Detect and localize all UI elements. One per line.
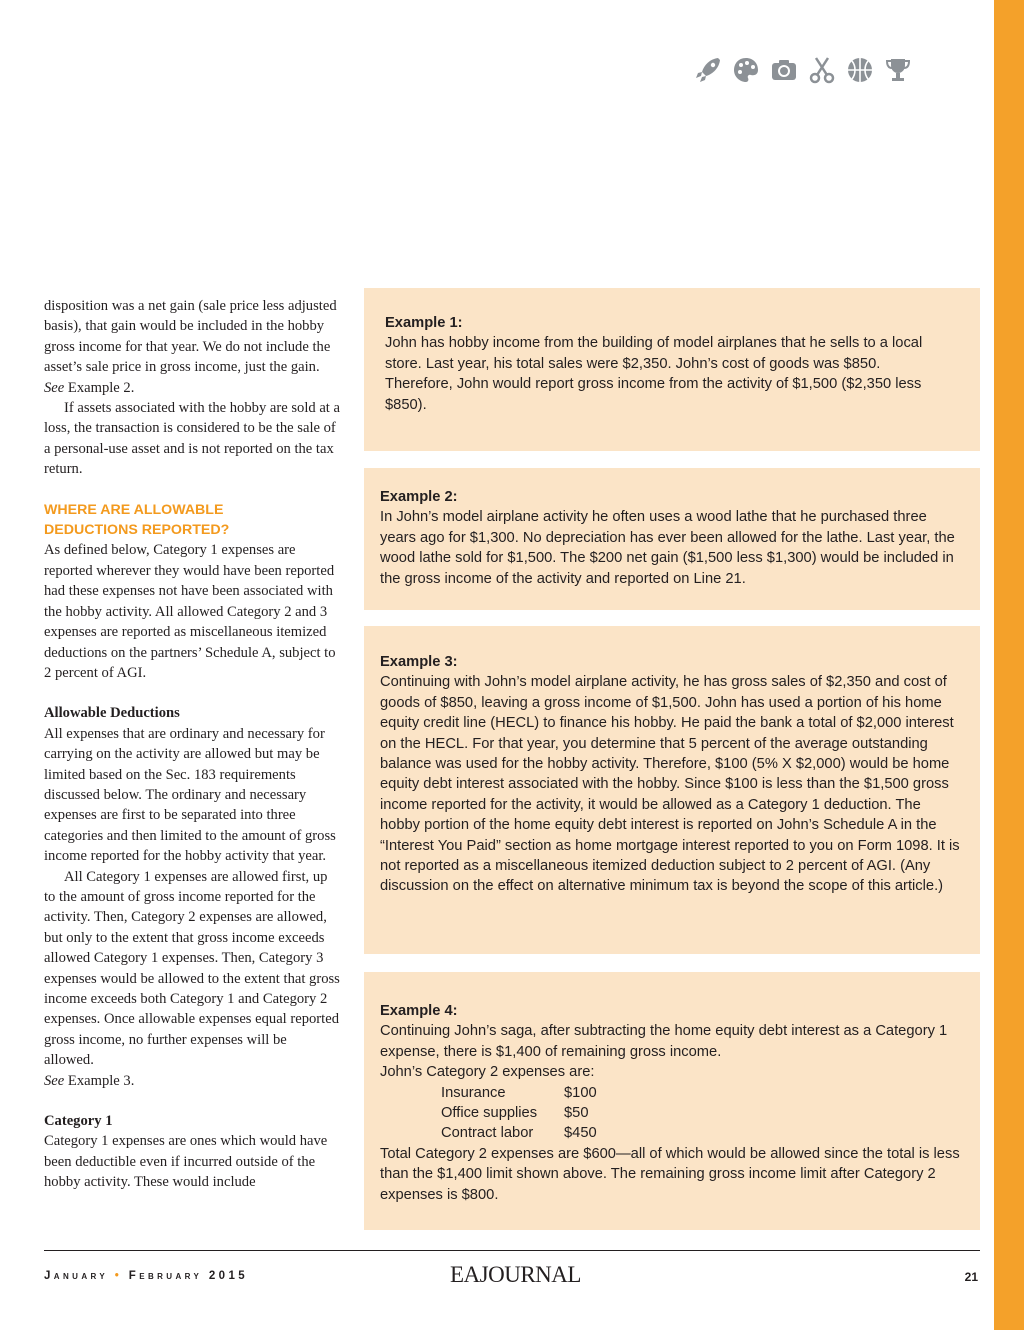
example-title: Example 1: — [385, 315, 463, 331]
example-text: John has hobby income from the building of model airplanes that he sells to a local store. Last year, his total sales were $2,350. John’s cost of goods was $850. Therefore, John would report gross income from the activity of $1,500 ($2,350 less $850). — [385, 335, 923, 413]
example-text: Total Category 2 expenses are $600—all of which would be allowed since the total is less than the $1,400 limit shown above. The remaining gross income limit after Category 2 expenses is $800. — [380, 1145, 960, 1203]
journal-logo: EAJOURNAL — [450, 1262, 581, 1287]
basketball-icon — [846, 56, 874, 84]
footer-rule — [44, 1250, 980, 1251]
subheading: Allowable Deductions — [44, 705, 180, 722]
list-item: Office supplies $50 — [441, 1105, 589, 1122]
paragraph: If assets associated with the hobby are sold at a loss, the transaction is considered to be the sale of a personal-use asset and is not reported on the tax return. — [44, 400, 340, 478]
camera-icon — [770, 56, 798, 84]
orange-side-bar — [994, 0, 1024, 1330]
issue-date: January • February 2015 — [44, 1270, 249, 1282]
example-list-intro: John’s Category 2 expenses are: — [380, 1064, 595, 1081]
example-box-3 — [364, 626, 980, 954]
trophy-icon — [884, 56, 912, 84]
subheading: Category 1 — [44, 1113, 113, 1130]
paragraph: disposition was a net gain (sale price less adjusted basis), that gain would be included in the hobby gross income for that year. We do not include the asset’s sale price in gross income, just the gain. See Example 2. — [44, 298, 337, 396]
example-box-1 — [364, 288, 980, 451]
palette-icon — [732, 56, 760, 84]
example-title: Example 2: — [380, 489, 458, 505]
section-heading: WHERE ARE ALLOWABLE DEDUCTIONS REPORTED? — [44, 501, 230, 539]
list-item: Insurance $100 — [441, 1084, 597, 1101]
example-title: Example 4: — [380, 1003, 458, 1019]
paragraph: All expenses that are ordinary and necessary for carrying on the activity are allowed but may be limited based on the Sec. 183 requirements discussed below. The ordinary and necessary expenses are first to be separated into three categories and then limited to the amount of gross income reported for the hobby activity that year. — [44, 725, 336, 865]
expense-list — [380, 1083, 960, 1144]
example-box-2 — [364, 468, 980, 610]
example-text: In John’s model airplane activity he often uses a wood lathe that he purchased three years ago for $1,300. No depreciation has ever been allowed for the lathe. Last year, the wood lathe sold for $1,500. The $200 net gain ($1,500 less $1,300) would be included in the gross income of the activity and reported on Line 21. — [380, 509, 955, 587]
left-column — [44, 296, 340, 1193]
example-title: Example 3: — [380, 654, 458, 670]
page-number: 21 — [964, 1270, 978, 1284]
scissors-icon — [808, 56, 836, 84]
hobby-icons — [694, 56, 912, 84]
list-item: Contract labor $450 — [441, 1125, 597, 1142]
rocket-icon — [694, 56, 722, 84]
paragraph: All Category 1 expenses are allowed first, up to the amount of gross income reported for the activity. Then, Category 2 expenses are allowed, but only to the extent that gross income exceeds allowed Category 1 expenses. Then, Category 3 expenses would be allowed to the extent that gross income exceeds both Category 1 and Category 2 expenses. Once allowable expenses equal reported gross income, no further expenses will be allowed. See Example 3. — [44, 868, 340, 1089]
example-text: Continuing with John’s model airplane activity, he has gross sales of $2,350 and cost of goods of $850, leaving a gross income of $1,500. John has used a portion of his home equity credit line (HECL) to finance his hobby. He paid the bank a total of $2,000 interest on the HECL. For that year, you determine that 5 percent of the average outstanding balance was used for the hobby activity. Therefore, $100 (5% X $2,000) would be home equity debt interest associated with the hobby. Since $100 is less than the $1,500 gross income reported for the activity, it would be allowed as a Category 1 deduction. The hobby portion of the home equity debt interest is reported on John’s Schedule A in the “Interest You Paid” section as home mortgage interest reported to you on Form 1098. It is not reported as a miscellaneous itemized deduction subject to 2 percent of AGI. (Any discussion on the effect on alternative minimum tax is beyond the scope of this article.) — [380, 674, 960, 895]
example-box-4 — [364, 972, 980, 1230]
paragraph: Category 1 expenses are ones which would have been deductible even if incurred outside of the hobby activity. These would include — [44, 1133, 328, 1191]
paragraph: As defined below, Category 1 expenses are reported wherever they would have been reported had these expenses not have been associated with the hobby activity. All allowed Category 2 and 3 expenses are reported as miscellaneous itemized deductions on the partners’ Schedule A, subject to 2 percent of AGI. — [44, 542, 336, 681]
example-text: Continuing John’s saga, after subtracting the home equity debt interest as a Category 1 expense, there is $1,400 of remaining gross income. — [380, 1023, 948, 1060]
